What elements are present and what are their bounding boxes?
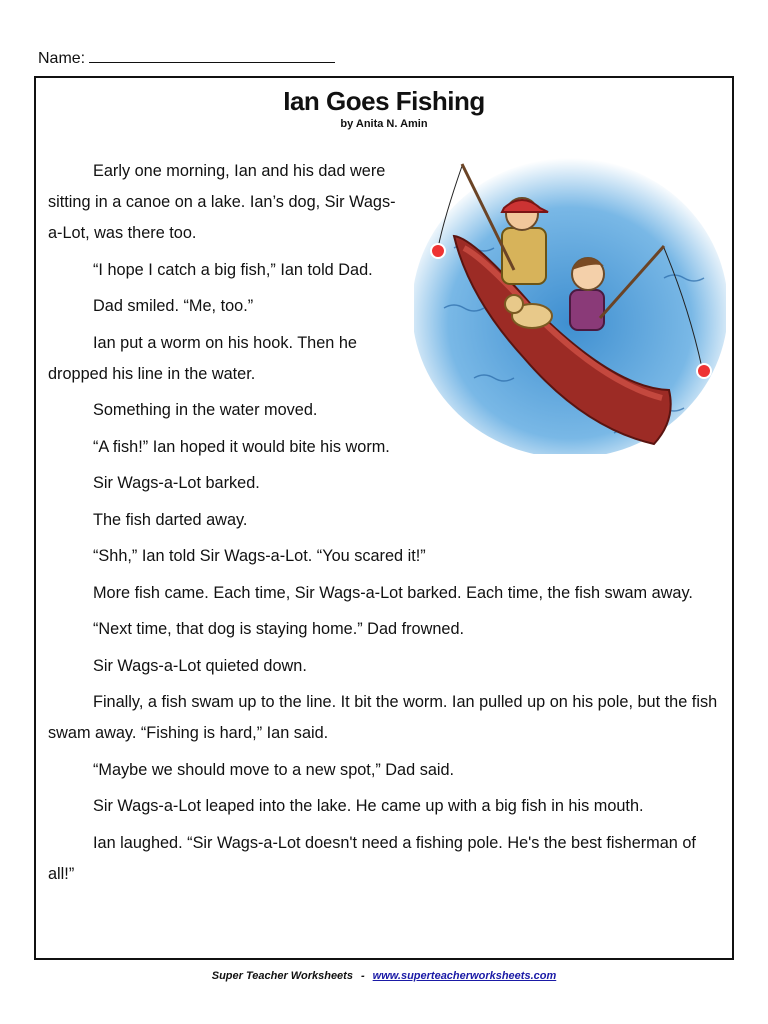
story-paragraph: “A fish!” Ian hoped it would bite his worm. xyxy=(93,437,390,456)
story-body xyxy=(48,156,726,895)
story-paragraph: “Shh,” Ian told Sir Wags-a-Lot. “You scared it!” xyxy=(93,547,426,565)
story-paragraph: The fish darted away. xyxy=(93,510,248,529)
story-paragraph: Early one morning, Ian and his dad were sitting in a canoe on a lake. Ian’s dog, Sir Wags-a-Lot, was there too. xyxy=(48,162,396,242)
footer-website-link[interactable]: www.superteacherworksheets.com xyxy=(372,970,557,982)
name-blank xyxy=(89,48,335,63)
story-paragraph: Finally, a fish swam up to the line. It bit the worm. Ian pulled up on his pole, but the fish swam away. “Fishing is hard,” Ian said. xyxy=(48,693,718,742)
worksheet-frame xyxy=(34,76,734,960)
footer-brand: Super Teacher Worksheets xyxy=(211,970,353,982)
page-footer xyxy=(0,970,768,982)
canoe-fishing-illustration xyxy=(414,158,726,454)
story-paragraph: Dad smiled. “Me, too.” xyxy=(93,297,254,315)
dog-head xyxy=(505,295,523,313)
story-paragraph: “I hope I catch a big fish,” Ian told Dad. xyxy=(93,260,373,279)
story-byline: by Anita N. Amin xyxy=(340,118,428,130)
story-paragraph: Ian put a worm on his hook. Then he dropped his line in the water. xyxy=(48,333,357,383)
story-paragraph: Sir Wags-a-Lot leaped into the lake. He came up with a big fish in his mouth. xyxy=(93,797,644,815)
bobber-left xyxy=(431,244,445,258)
name-field-line xyxy=(38,48,335,68)
bobber-right xyxy=(697,364,711,378)
story-paragraph: Sir Wags-a-Lot quieted down. xyxy=(93,656,307,675)
story-paragraph: Ian laughed. “Sir Wags-a-Lot doesn't need a fishing pole. He's the best fisherman of all!” xyxy=(48,833,696,883)
story-paragraph: “Next time, that dog is staying home.” Dad frowned. xyxy=(93,620,465,638)
story-title: Ian Goes Fishing xyxy=(283,86,485,116)
story-paragraph: Something in the water moved. xyxy=(93,401,318,419)
name-label: Name: xyxy=(38,50,86,67)
son-shirt xyxy=(570,290,604,330)
story-paragraph: More fish came. Each time, Sir Wags-a-Lot barked. Each time, the fish swam away. xyxy=(93,583,693,602)
story-paragraph: “Maybe we should move to a new spot,” Dad said. xyxy=(93,760,455,779)
story-paragraph: Sir Wags-a-Lot barked. xyxy=(93,474,260,492)
footer-separator: - xyxy=(360,970,365,982)
